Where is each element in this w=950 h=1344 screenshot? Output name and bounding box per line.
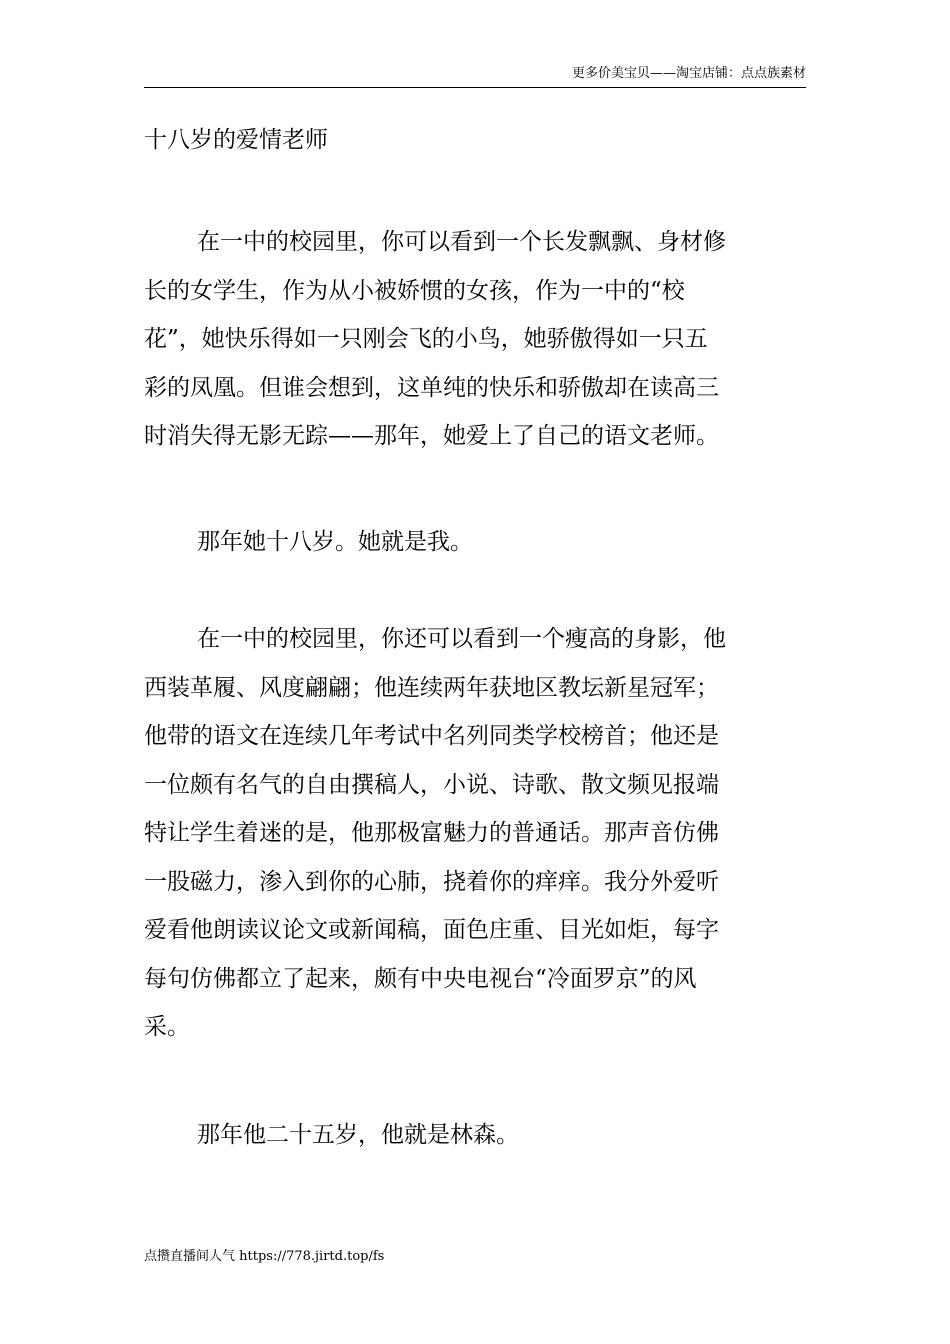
paragraph-line: 特让学生着迷的是，他那极富魅力的普通话。那声音仿佛 [144,820,719,846]
paragraph-line: 那年她十八岁。她就是我。 [197,529,473,555]
header-text: 更多价美宝贝——淘宝店铺：点点族素材 [571,66,806,81]
paragraph-line: 一位颇有名气的自由撰稿人，小说、诗歌、散文频见报端 [144,771,719,798]
paragraph-line: 爱看他朗读议论文或新闻稿，面色庄重、目光如炬，每字 [144,917,719,943]
document-title: 十八岁的爱情老师 [144,127,328,153]
paragraph-line: 彩的凤凰。但谁会想到，这单纯的快乐和骄傲却在读高三 [144,374,719,401]
paragraph-line: 一股磁力，渗入到你的心肺，挠着你的痒痒。我分外爱听 [144,868,719,895]
paragraph-line: 每句仿佛都立了起来，颇有中央电视台“冷面罗京”的风 [144,965,697,992]
page-header [144,0,806,88]
paragraph-line: 在一中的校园里，你可以看到一个长发飘飘、身材修 [197,229,726,255]
paragraph-line: 长的女学生，作为从小被娇惯的女孩，作为一中的“校 [144,277,685,304]
paragraph-2 [144,518,808,567]
paragraph-line: 在一中的校园里，你还可以看到一个瘦高的身影，他 [197,626,726,652]
paragraph-4 [144,1111,808,1160]
paragraph-line: 他带的语文在连续几年考试中名列同类学校榜首；他还是 [144,723,719,749]
paragraph-line: 时消失得无影无踪——那年，她爱上了自己的语文老师。 [144,423,719,449]
paragraph-line: 西装革履、风度翩翩；他连续两年获地区教坛新星冠军； [144,674,719,701]
paragraph-line: 采。 [144,1014,190,1040]
paragraph-line: 那年他二十五岁，他就是林森。 [197,1122,519,1148]
page-footer: 点攒直播间人气 https://778.jirtd.top/fs [144,1249,385,1264]
paragraph-1 [144,218,808,461]
paragraph-line: 花”，她快乐得如一只刚会飞的小鸟，她骄傲得如一只五 [144,326,708,352]
paragraph-3 [144,615,808,1052]
